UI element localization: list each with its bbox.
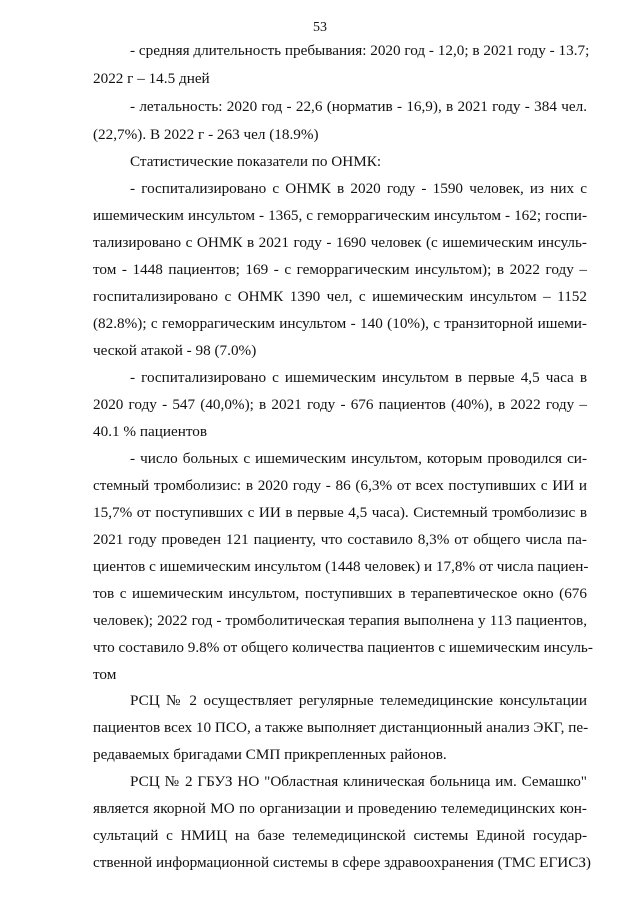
text-line: РСЦ № 2 осуществляет регулярные телемедицинские консультации: [130, 692, 587, 709]
text-line: человек); 2022 год - тромболитическая терапия выполнена у 113 пациентов,: [93, 612, 587, 629]
text-line: (22,7%). В 2022 г - 263 чел (18.9%): [93, 126, 319, 143]
text-line: том - 1448 пациентов; 169 - с геморрагическим инсультом); в 2022 году –: [93, 261, 587, 278]
text-line: (82.8%); с геморрагическим инсультом - 140 (10%), с транзиторной ишеми-: [93, 315, 587, 332]
text-line: - госпитализировано с ишемическим инсультом в первые 4,5 часа в: [130, 369, 587, 386]
text-line: пациентов всех 10 ПСО, а также выполняет дистанционный анализ ЭКГ, пе-: [93, 719, 589, 736]
text-line: - летальность: 2020 год - 22,6 (норматив - 16,9), в 2021 году - 384 чел.: [130, 98, 587, 115]
text-line: что составило 9.8% от общего количества пациентов с ишемическим инсуль-: [93, 639, 593, 656]
text-line: ческой атакой - 98 (7.0%): [93, 342, 257, 359]
text-line: - госпитализировано с ОНМК в 2020 году - 1590 человек, из них с: [130, 180, 587, 197]
text-line: - число больных с ишемическим инсультом, которым проводился си-: [130, 450, 587, 467]
text-line: является якорной МО по организации и проведению телемедицинских кон-: [93, 800, 587, 817]
text-line: РСЦ № 2 ГБУЗ НО "Областная клиническая больница им. Семашко": [130, 773, 587, 790]
text-line: госпитализировано с ОНМК 1390 чел, с ишемическим инсультом – 1152: [93, 288, 587, 305]
text-line: 2022 г – 14.5 дней: [93, 70, 210, 87]
text-line: стемный тромболизис: в 2020 году - 86 (6,3% от всех поступивших с ИИ и: [93, 477, 587, 494]
text-line: - средняя длительность пребывания: 2020 год - 12,0; в 2021 году - 13.7;: [130, 42, 590, 59]
text-line: ственной информационной системы в сфере здравоохранения (ТМС ЕГИСЗ): [93, 854, 591, 871]
text-line: 2020 году - 547 (40,0%); в 2021 году - 676 пациентов (40%), в 2022 году –: [93, 396, 587, 413]
text-line: циентов с ишемическим инсультом (1448 человек) и 17,8% от числа пациен-: [93, 558, 589, 575]
text-line: Статистические показатели по ОНМК:: [130, 153, 382, 170]
text-line: том: [93, 666, 117, 683]
text-line: редаваемых бригадами СМП прикрепленных районов.: [93, 746, 447, 763]
text-line: тов с ишемическим инсультом, поступивших в терапевтическое окно (676: [93, 585, 587, 602]
text-line: 2021 году проведен 121 пациенту, что составило 8,3% от общего числа па-: [93, 531, 587, 548]
text-line: ишемическим инсультом - 1365, с геморрагическим инсультом - 162; госпи-: [93, 207, 587, 224]
page-number: 53: [313, 20, 327, 35]
text-line: тализировано с ОНМК в 2021 году - 1690 человек (с ишемическим инсуль-: [93, 234, 587, 251]
text-line: 40.1 % пациентов: [93, 423, 208, 440]
text-line: 15,7% от поступивших с ИИ в первые 4,5 часа). Системный тромболизис в: [93, 504, 587, 521]
text-line: сультаций с НМИЦ на базе телемедицинской системы Единой государ-: [93, 827, 587, 844]
